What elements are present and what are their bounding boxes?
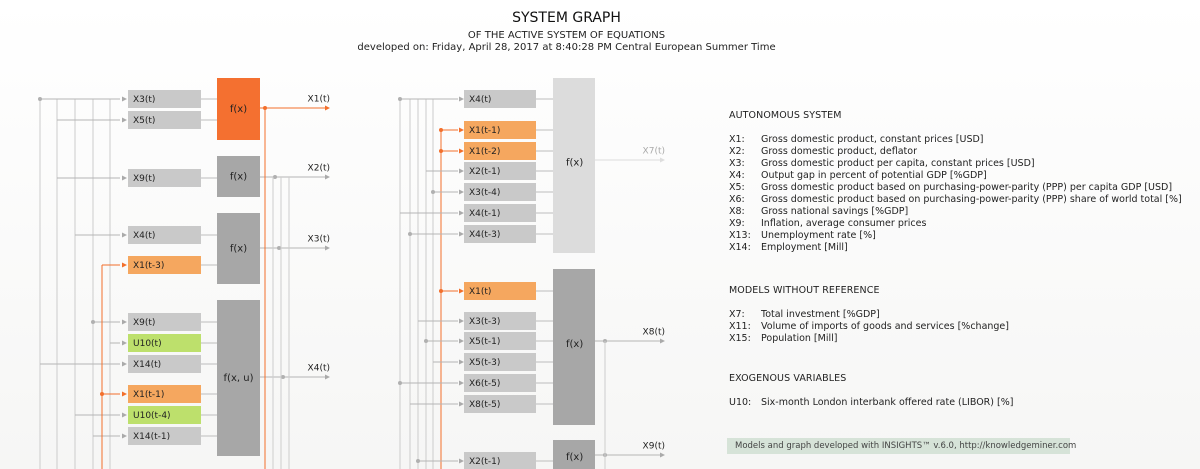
junction-dot bbox=[273, 175, 277, 179]
legend-description: Unemployment rate [%] bbox=[761, 230, 876, 241]
legend-description: Employment [Mill] bbox=[761, 242, 848, 253]
input-label: X2(t-1) bbox=[469, 457, 501, 467]
junction-dot bbox=[277, 246, 281, 250]
legend-row bbox=[729, 134, 1182, 146]
legend-row bbox=[729, 218, 1182, 230]
legend-code: X8: bbox=[729, 206, 745, 217]
input-arrow bbox=[459, 232, 464, 237]
input-arrow bbox=[459, 319, 464, 324]
legend-code: U10: bbox=[729, 397, 752, 408]
junction-dot bbox=[439, 149, 443, 153]
output-label: X4(t) bbox=[307, 363, 330, 374]
junction-dot bbox=[416, 459, 420, 463]
function-label: f(x) bbox=[229, 104, 248, 115]
input-arrow bbox=[459, 128, 464, 133]
function-label: f(x) bbox=[566, 157, 584, 169]
legend-description: Gross domestic product, constant prices [USD] bbox=[761, 134, 984, 145]
input-label: X3(t-3) bbox=[469, 317, 501, 327]
input-label: X4(t) bbox=[469, 95, 492, 105]
legend-description: Population [Mill] bbox=[761, 333, 838, 344]
legend-description: Gross domestic product based on purchasing-power-parity (PPP) share of world total [%] bbox=[761, 194, 1182, 205]
legend-autonomous bbox=[729, 110, 1182, 254]
input-label: X6(t-5) bbox=[469, 379, 501, 389]
input-arrow bbox=[122, 233, 127, 238]
legend-code: X6: bbox=[729, 194, 745, 205]
input-label: X14(t) bbox=[133, 360, 162, 370]
input-label: X4(t) bbox=[133, 231, 156, 241]
junction-dot bbox=[263, 106, 267, 110]
input-arrow bbox=[459, 169, 464, 174]
legend-row bbox=[729, 242, 1182, 254]
input-label: X1(t-1) bbox=[133, 390, 165, 400]
legend-models bbox=[729, 285, 1009, 345]
legend-code: X9: bbox=[729, 218, 745, 229]
input-arrow bbox=[459, 149, 464, 154]
input-label: X5(t) bbox=[133, 116, 156, 126]
legend-code: X5: bbox=[729, 182, 745, 193]
legend-description: Gross national savings [%GDP] bbox=[761, 206, 909, 217]
legend-row bbox=[729, 333, 1009, 345]
output-label: X8(t) bbox=[642, 327, 665, 338]
input-label: X5(t-1) bbox=[469, 337, 501, 347]
input-arrow bbox=[122, 176, 127, 181]
output-arrow bbox=[325, 106, 330, 111]
output-arrow bbox=[325, 175, 330, 180]
developed-date: developed on: Friday, April 28, 2017 at 8:40:28 PM Central European Summer Time bbox=[357, 42, 776, 53]
function-label: f(x) bbox=[566, 452, 584, 463]
legend-description: Volume of imports of goods and services [%change] bbox=[761, 321, 1009, 332]
input-arrow bbox=[459, 211, 464, 216]
output-arrow bbox=[325, 246, 330, 251]
junction-dot bbox=[408, 232, 412, 236]
legend-code: X14: bbox=[729, 242, 751, 253]
legend-row bbox=[729, 321, 1009, 333]
output-label: X9(t) bbox=[642, 441, 665, 452]
legend-row bbox=[729, 309, 1009, 321]
input-arrow bbox=[459, 402, 464, 407]
legend-row bbox=[729, 170, 1182, 182]
junction-dot bbox=[38, 97, 42, 101]
legend-code: X13: bbox=[729, 230, 751, 241]
input-arrow bbox=[459, 289, 464, 294]
input-arrow bbox=[459, 459, 464, 464]
input-label: X4(t-1) bbox=[469, 209, 501, 219]
output-arrow bbox=[325, 375, 330, 380]
output-label: X3(t) bbox=[307, 234, 330, 245]
legend-exogenous bbox=[729, 373, 1013, 409]
input-arrow bbox=[459, 97, 464, 102]
junction-dot bbox=[424, 339, 428, 343]
input-label: X1(t-1) bbox=[469, 126, 501, 136]
junction-dot bbox=[439, 128, 443, 132]
input-label: U10(t) bbox=[133, 339, 162, 349]
legend-row bbox=[729, 206, 1182, 218]
function-label: f(x, u) bbox=[223, 373, 254, 384]
input-label: X2(t-1) bbox=[469, 167, 501, 177]
input-arrow bbox=[122, 320, 127, 325]
output-arrow bbox=[660, 453, 665, 458]
output-label: X7(t) bbox=[642, 146, 665, 157]
legend-row bbox=[729, 146, 1182, 158]
legend-description: Gross domestic product per capita, constant prices [USD] bbox=[761, 158, 1035, 169]
junction-dot bbox=[431, 190, 435, 194]
input-arrow bbox=[122, 263, 127, 268]
legend-description: Inflation, average consumer prices bbox=[761, 218, 927, 229]
legend-description: Total investment [%GDP] bbox=[761, 309, 880, 320]
junction-dot bbox=[439, 289, 443, 293]
legend-code: X3: bbox=[729, 158, 745, 169]
legend-row bbox=[729, 194, 1182, 206]
legend-code: X1: bbox=[729, 134, 745, 145]
legend-code: X4: bbox=[729, 170, 745, 181]
function-label: f(x) bbox=[229, 171, 248, 183]
graph-subtitle: OF THE ACTIVE SYSTEM OF EQUATIONS bbox=[467, 30, 666, 41]
input-arrow bbox=[122, 97, 127, 102]
autonomous-title: AUTONOMOUS SYSTEM bbox=[729, 110, 842, 121]
legend-description: Gross domestic product based on purchasing-power-parity (PPP) per capita GDP [USD] bbox=[761, 182, 1173, 193]
input-label: X8(t-5) bbox=[469, 400, 501, 410]
input-label: X3(t-4) bbox=[469, 188, 501, 198]
input-arrow bbox=[459, 190, 464, 195]
input-arrow bbox=[122, 392, 127, 397]
input-label: X5(t-3) bbox=[469, 358, 501, 368]
junction-dot bbox=[398, 381, 402, 385]
legend-code: X7: bbox=[729, 309, 745, 320]
legend-description: Output gap in percent of potential GDP [%GDP] bbox=[761, 170, 987, 181]
input-arrow bbox=[122, 118, 127, 123]
input-label: X1(t-2) bbox=[469, 147, 501, 157]
output-label: X2(t) bbox=[307, 163, 330, 174]
input-label: X14(t-1) bbox=[133, 432, 171, 442]
input-arrow bbox=[122, 434, 127, 439]
footer-credit[interactable]: Models and graph developed with INSIGHTS™ v.6.0, http://knowledgeminer.com bbox=[727, 438, 1070, 454]
legend-code: X15: bbox=[729, 333, 751, 344]
input-label: X9(t) bbox=[133, 174, 156, 184]
input-arrow bbox=[459, 360, 464, 365]
function-label: f(x) bbox=[566, 339, 584, 350]
junction-dot bbox=[100, 392, 104, 396]
input-label: X9(t) bbox=[133, 318, 156, 328]
input-arrow bbox=[122, 341, 127, 346]
models-title: MODELS WITHOUT REFERENCE bbox=[729, 285, 880, 296]
input-label: X4(t-3) bbox=[469, 230, 501, 240]
legend-row bbox=[729, 182, 1182, 194]
function-label: f(x) bbox=[229, 243, 248, 255]
graph-title: SYSTEM GRAPH bbox=[512, 10, 621, 26]
legend-code: X2: bbox=[729, 146, 745, 157]
junction-dot bbox=[91, 320, 95, 324]
input-arrow bbox=[122, 413, 127, 418]
junction-dot bbox=[398, 97, 402, 101]
input-label: X1(t) bbox=[469, 287, 492, 297]
legend-row bbox=[729, 158, 1182, 170]
input-label: X3(t) bbox=[133, 95, 156, 105]
legend-row bbox=[729, 397, 1013, 409]
exogenous-title: EXOGENOUS VARIABLES bbox=[729, 373, 847, 384]
output-arrow bbox=[660, 158, 665, 163]
output-arrow bbox=[660, 339, 665, 344]
input-arrow bbox=[459, 381, 464, 386]
input-label: U10(t-4) bbox=[133, 411, 171, 421]
input-arrow bbox=[459, 339, 464, 344]
input-arrow bbox=[122, 362, 127, 367]
legend-code: X11: bbox=[729, 321, 751, 332]
output-label: X1(t) bbox=[307, 94, 330, 105]
legend-description: Gross domestic product, deflator bbox=[761, 146, 917, 157]
junction-dot bbox=[281, 375, 285, 379]
legend-row bbox=[729, 230, 1182, 242]
legend-description: Six-month London interbank offered rate (LIBOR) [%] bbox=[761, 397, 1014, 408]
input-label: X1(t-3) bbox=[133, 261, 165, 271]
